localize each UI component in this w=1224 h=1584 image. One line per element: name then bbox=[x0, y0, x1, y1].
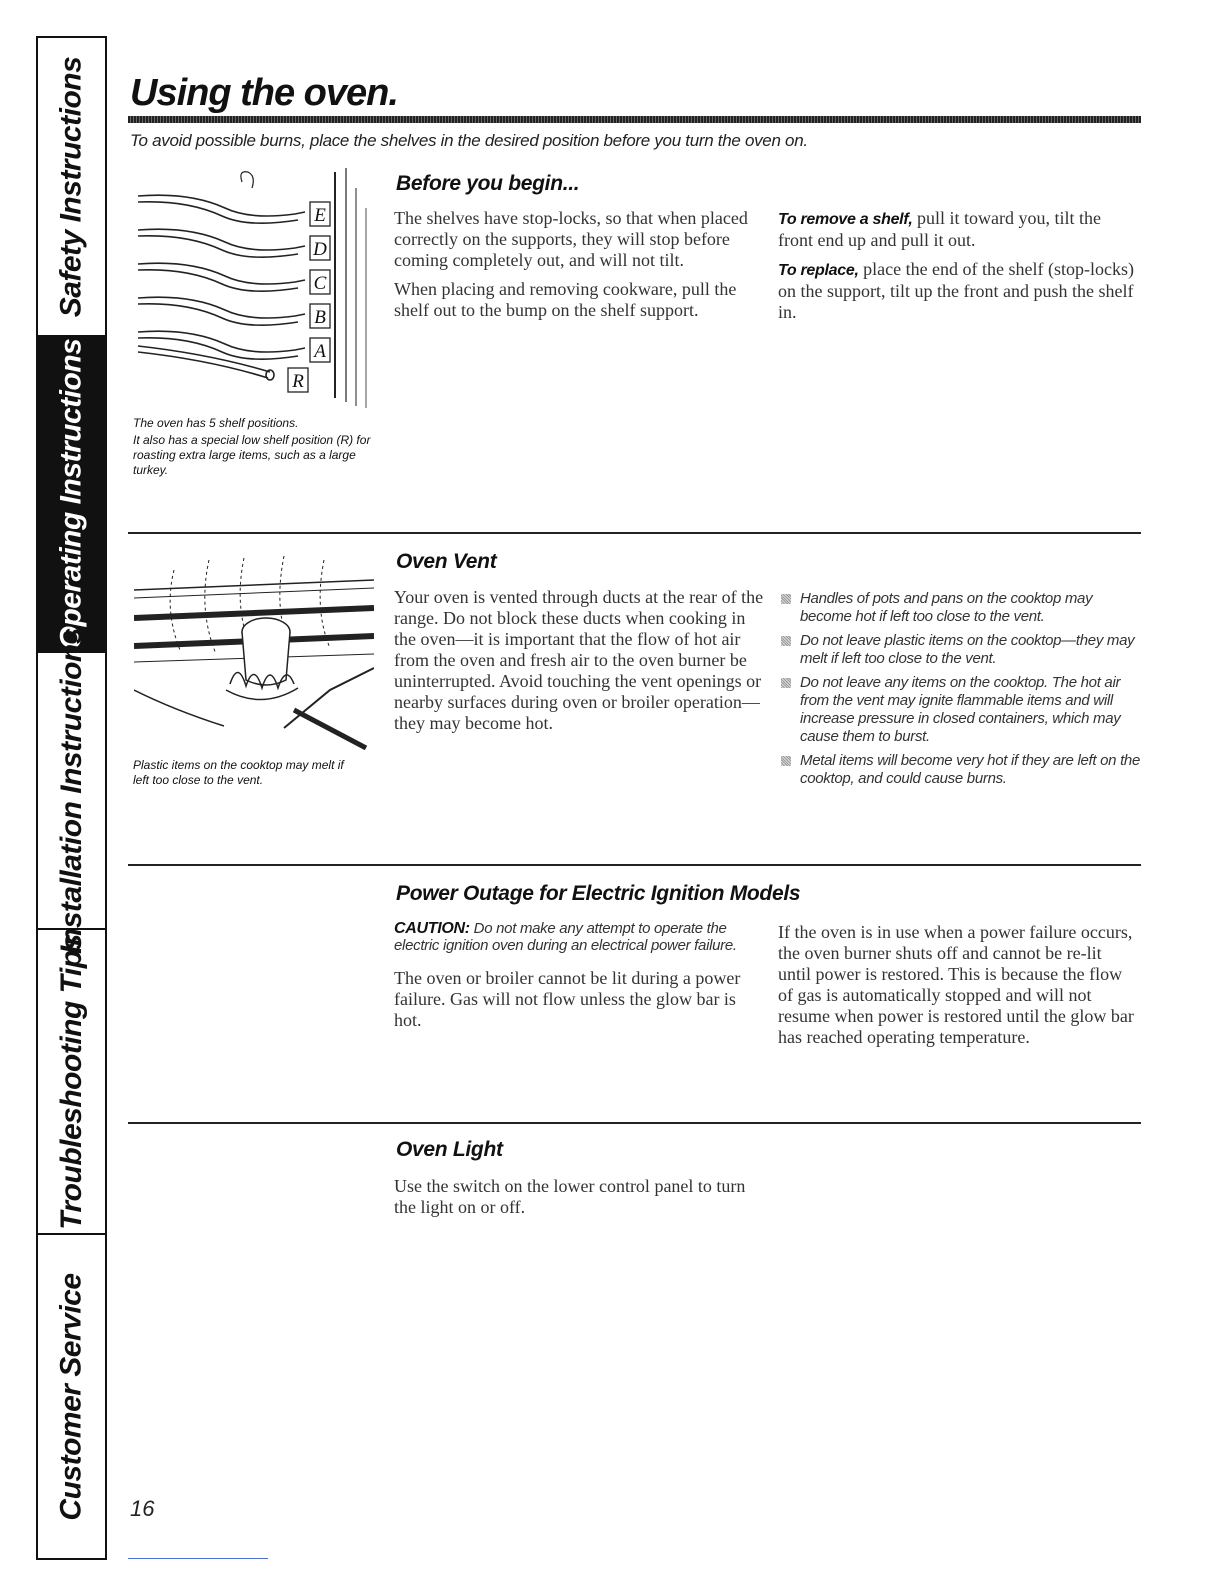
shelf-label-b: B bbox=[314, 307, 326, 328]
shelf-label-e: E bbox=[314, 205, 326, 226]
side-tab-strip bbox=[36, 36, 107, 1560]
bullet-icon bbox=[781, 678, 791, 688]
shelf-label-d: D bbox=[313, 239, 327, 260]
shelf-label-r: R bbox=[292, 371, 304, 392]
vent-caption: Plastic items on the cooktop may melt if left too close to the vent. bbox=[133, 758, 344, 787]
list-item: Do not leave plastic items on the cooktop—they may melt if left too close to the vent. bbox=[778, 632, 1143, 668]
replace-shelf-paragraph: To replace, place the end of the shelf (stop-locks) on the support, tilt up the front and push the shelf in. bbox=[778, 259, 1134, 322]
page-number: 16 bbox=[130, 1496, 155, 1521]
tab-customer-service[interactable] bbox=[38, 1235, 105, 1558]
section-heading-vent: Oven Vent bbox=[396, 550, 497, 573]
shelf-label-c: C bbox=[313, 273, 327, 294]
paragraph: Your oven is vented through ducts at the rear of the range. Do not block these ducts when cooking in the oven—it is important that the flow of hot air from the oven and fresh air to the oven burner be uninterrupted. Avoid touching the vent openings or nearby surfaces during oven or broiler operation—they may become hot. bbox=[394, 587, 764, 733]
tab-troubleshooting-tips[interactable] bbox=[38, 930, 105, 1235]
bottom-link-line bbox=[128, 1558, 268, 1559]
shelf-label-a: A bbox=[314, 341, 326, 362]
tab-label: Operating Instructions bbox=[54, 338, 88, 650]
caution-lead: CAUTION: bbox=[394, 920, 470, 937]
caption-line: It also has a special low shelf position (R) for roasting extra large items, such as a large turkey. bbox=[133, 433, 371, 477]
title-rule bbox=[128, 116, 1141, 123]
bullet-icon bbox=[781, 594, 791, 604]
tab-label: Safety Instructions bbox=[54, 56, 88, 317]
before-text bbox=[394, 208, 764, 329]
list-item: Metal items will become very hot if they are left on the cooktop, and could cause burns. bbox=[778, 752, 1143, 788]
power-left-column bbox=[394, 920, 759, 1031]
section-divider bbox=[128, 1122, 1141, 1124]
section-heading-oven-light: Oven Light bbox=[396, 1138, 503, 1161]
bullet-icon bbox=[781, 636, 791, 646]
shelf-positions-illustration bbox=[130, 168, 380, 408]
list-item: Handles of pots and pans on the cooktop may become hot if left too close to the vent. bbox=[778, 590, 1143, 626]
tab-safety-instructions[interactable] bbox=[38, 38, 105, 337]
list-item: Do not leave any items on the cooktop. The hot air from the vent may ignite flammable items and will increase pressure in closed containers, which may cause them to burst. bbox=[778, 674, 1143, 746]
oven-vent-illustration bbox=[134, 550, 374, 750]
shelf-caption bbox=[133, 416, 373, 480]
tab-label: Customer Service bbox=[54, 1272, 88, 1521]
paragraph: If the oven is in use when a power failure occurs, the oven burner shuts off and cannot be re-lit until power is restored. This is because the flow of gas is automatically stopped and will not resume when power is restored until the glow bar has reached operating temperature. bbox=[778, 922, 1134, 1047]
oven-light-text bbox=[394, 1176, 764, 1226]
remove-lead: To remove a shelf, bbox=[778, 211, 913, 228]
tab-label: Installation Instructions bbox=[54, 627, 88, 954]
power-right-column bbox=[778, 922, 1138, 1056]
tab-operating-instructions[interactable] bbox=[38, 337, 105, 653]
section-heading-before: Before you begin... bbox=[396, 172, 580, 195]
section-heading-power-outage: Power Outage for Electric Ignition Models bbox=[396, 882, 801, 905]
section-divider bbox=[128, 532, 1141, 534]
paragraph: The shelves have stop-locks, so that when placed correctly on the supports, they will stop before coming completely out, and will not tilt. bbox=[394, 208, 748, 270]
intro-warning: To avoid possible burns, place the shelves in the desired position before you turn the oven on. bbox=[130, 131, 808, 150]
paragraph: When placing and removing cookware, pull the shelf out to the bump on the shelf support. bbox=[394, 279, 737, 320]
paragraph: Use the switch on the lower control panel to turn the light on or off. bbox=[394, 1176, 746, 1217]
caption-line: The oven has 5 shelf positions. bbox=[133, 416, 299, 430]
bullet-icon bbox=[781, 756, 791, 766]
paragraph: The oven or broiler cannot be lit during a power failure. Gas will not flow unless the glow bar is hot. bbox=[394, 968, 741, 1030]
caution-note: CAUTION: Do not make any attempt to operate the electric ignition oven during an electrical power failure. bbox=[394, 920, 737, 954]
remove-shelf-paragraph: To remove a shelf, pull it toward you, tilt the front end up and pull it out. bbox=[778, 208, 1101, 250]
shelf-instructions bbox=[778, 208, 1138, 331]
vent-warning-list bbox=[778, 590, 1143, 794]
tab-installation-instructions[interactable] bbox=[38, 627, 105, 954]
section-divider bbox=[128, 864, 1141, 866]
replace-lead: To replace, bbox=[778, 262, 859, 279]
page-title: Using the oven. bbox=[130, 72, 398, 114]
tab-label: Troubleshooting Tips bbox=[54, 933, 88, 1230]
vent-text bbox=[394, 587, 764, 742]
